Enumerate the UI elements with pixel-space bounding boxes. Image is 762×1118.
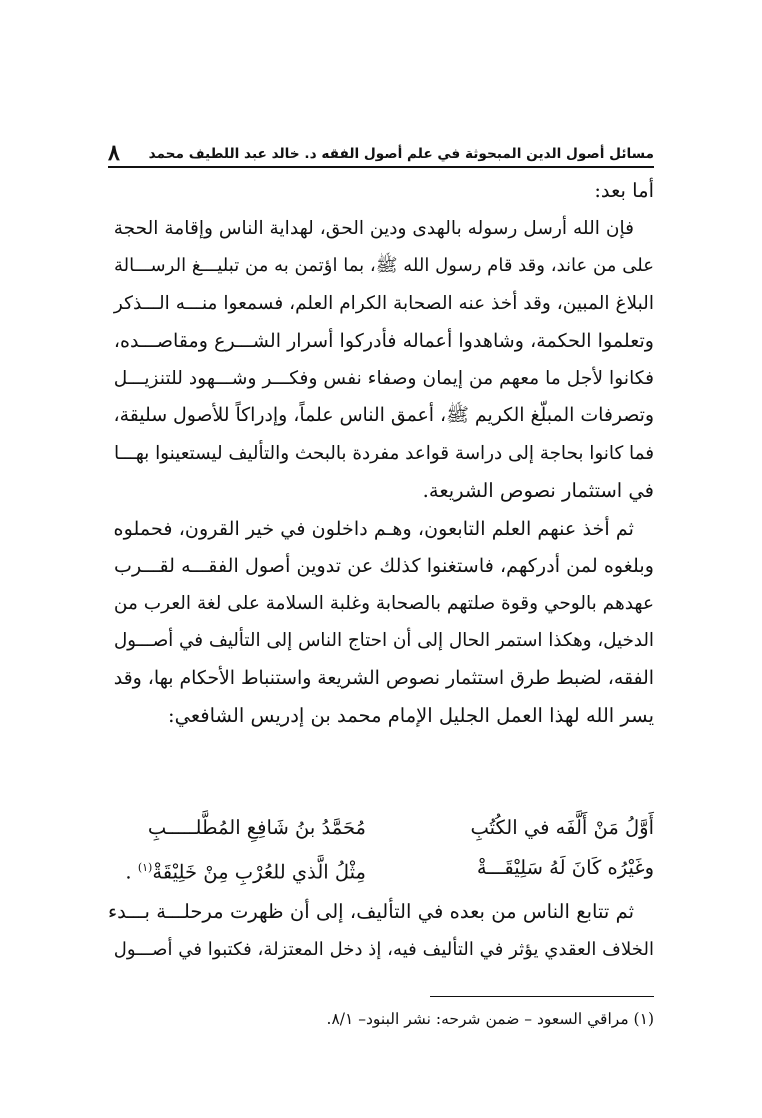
body-text-continued (108, 893, 654, 968)
text-line: عهدهم بالوحي وقوة صلتهم بالصحابة وغلبة السلامة على لغة العرب من (113, 592, 654, 614)
text-line: فما كانوا بحاجة إلى دراسة قواعد مفردة بالبحث والتأليف ليستعينوا بهـــا (114, 442, 654, 464)
body-text (108, 172, 654, 735)
text-line: على من عاند، وقد قام رسول الله ﷺ، بما اؤتمن به من تبليـــغ الرســـالة (114, 255, 654, 276)
footnote: (١) مراقي السعود – ضمن شرحه: نشر البنود– ٨/١. (326, 1010, 654, 1028)
text-line: الخلاف العقدي يؤثر في التأليف فيه، إذ دخل المعتزلة، فكتبوا في أصـــول (113, 938, 654, 960)
footnote-marker: (١) (137, 861, 153, 874)
poem-hemistich-text: مِثْلُ الَّذي للعُرْبِ مِنْ خَلِيْقَةْ (152, 860, 366, 884)
text-line: فإن الله أرسل رسوله بالهدى ودين الحق، لهداية الناس وإقامة الحجة (113, 217, 634, 239)
poem-verse (108, 808, 654, 848)
page-header (108, 138, 654, 166)
poem-hemistich (108, 848, 366, 893)
poem-hemistich: مُحَمَّدُ بنُ شَافِعِ المُطَّلـــــبِ (147, 816, 366, 839)
poem-hemistich: وغَيْرُه كَانَ لَهُ سَلِيْقَـــةْ (476, 856, 654, 879)
poem (108, 808, 654, 893)
text-line: البلاغ المبين، وقد أخذ عنه الصحابة الكرام العلم، فسمعوا منـــه الـــذكر (113, 292, 654, 314)
text-line: وتعلموا الحكمة، وشاهدوا أعماله فأدركوا أسرار الشـــرع ومقاصـــده، (113, 329, 654, 352)
text-line: وبلغوه لمن أدركهم، فاستغنوا كذلك عن تدوين أصول الفقـــه لقـــرب (113, 554, 654, 577)
text-line: الدخيل، وهكذا استمر الحال إلى أن احتاج الناس إلى التأليف في أصـــول (113, 630, 654, 651)
header-rule (108, 166, 654, 168)
text-line: وتصرفات المبلّغ الكريم ﷺ، أعمق الناس علماً، وإدراكاً للأصول سليقة، (113, 404, 654, 426)
poem-hemistich: أَوَّلُ مَنْ أَلَّفَه في الكُتُبِ (470, 816, 654, 839)
text-line: الفقه، لضبط طرق استثمار نصوص الشريعة واستنباط الأحكام بها، وقد (113, 667, 654, 689)
text-line: يسر الله لهذا العمل الجليل الإمام محمد بن إدريس الشافعي: (168, 704, 654, 727)
page-number: ٨ (108, 140, 120, 166)
text-line: ثم أخذ عنهم العلم التابعون، وهـم داخلون في خير القرون، فحملوه (113, 516, 634, 540)
text-line: أما بعد: (594, 179, 654, 202)
poem-end-mark: . (125, 860, 138, 884)
text-line: ثم تتابع الناس من بعده في التأليف، إلى أن ظهرت مرحلـــة بـــدء (108, 900, 634, 923)
running-title: مسائل أصول الدين المبحوثة في علم أصول الفقه د. خالد عبد اللطيف محمد (148, 146, 654, 162)
text-line: في استثمار نصوص الشريعة. (422, 479, 654, 502)
poem-verse (108, 848, 654, 893)
footnote-rule (430, 996, 654, 997)
text-line: فكانوا لأجل ما معهم من إيمان وصفاء نفس وفكـــر وشـــهود للتنزيـــل (113, 367, 654, 389)
